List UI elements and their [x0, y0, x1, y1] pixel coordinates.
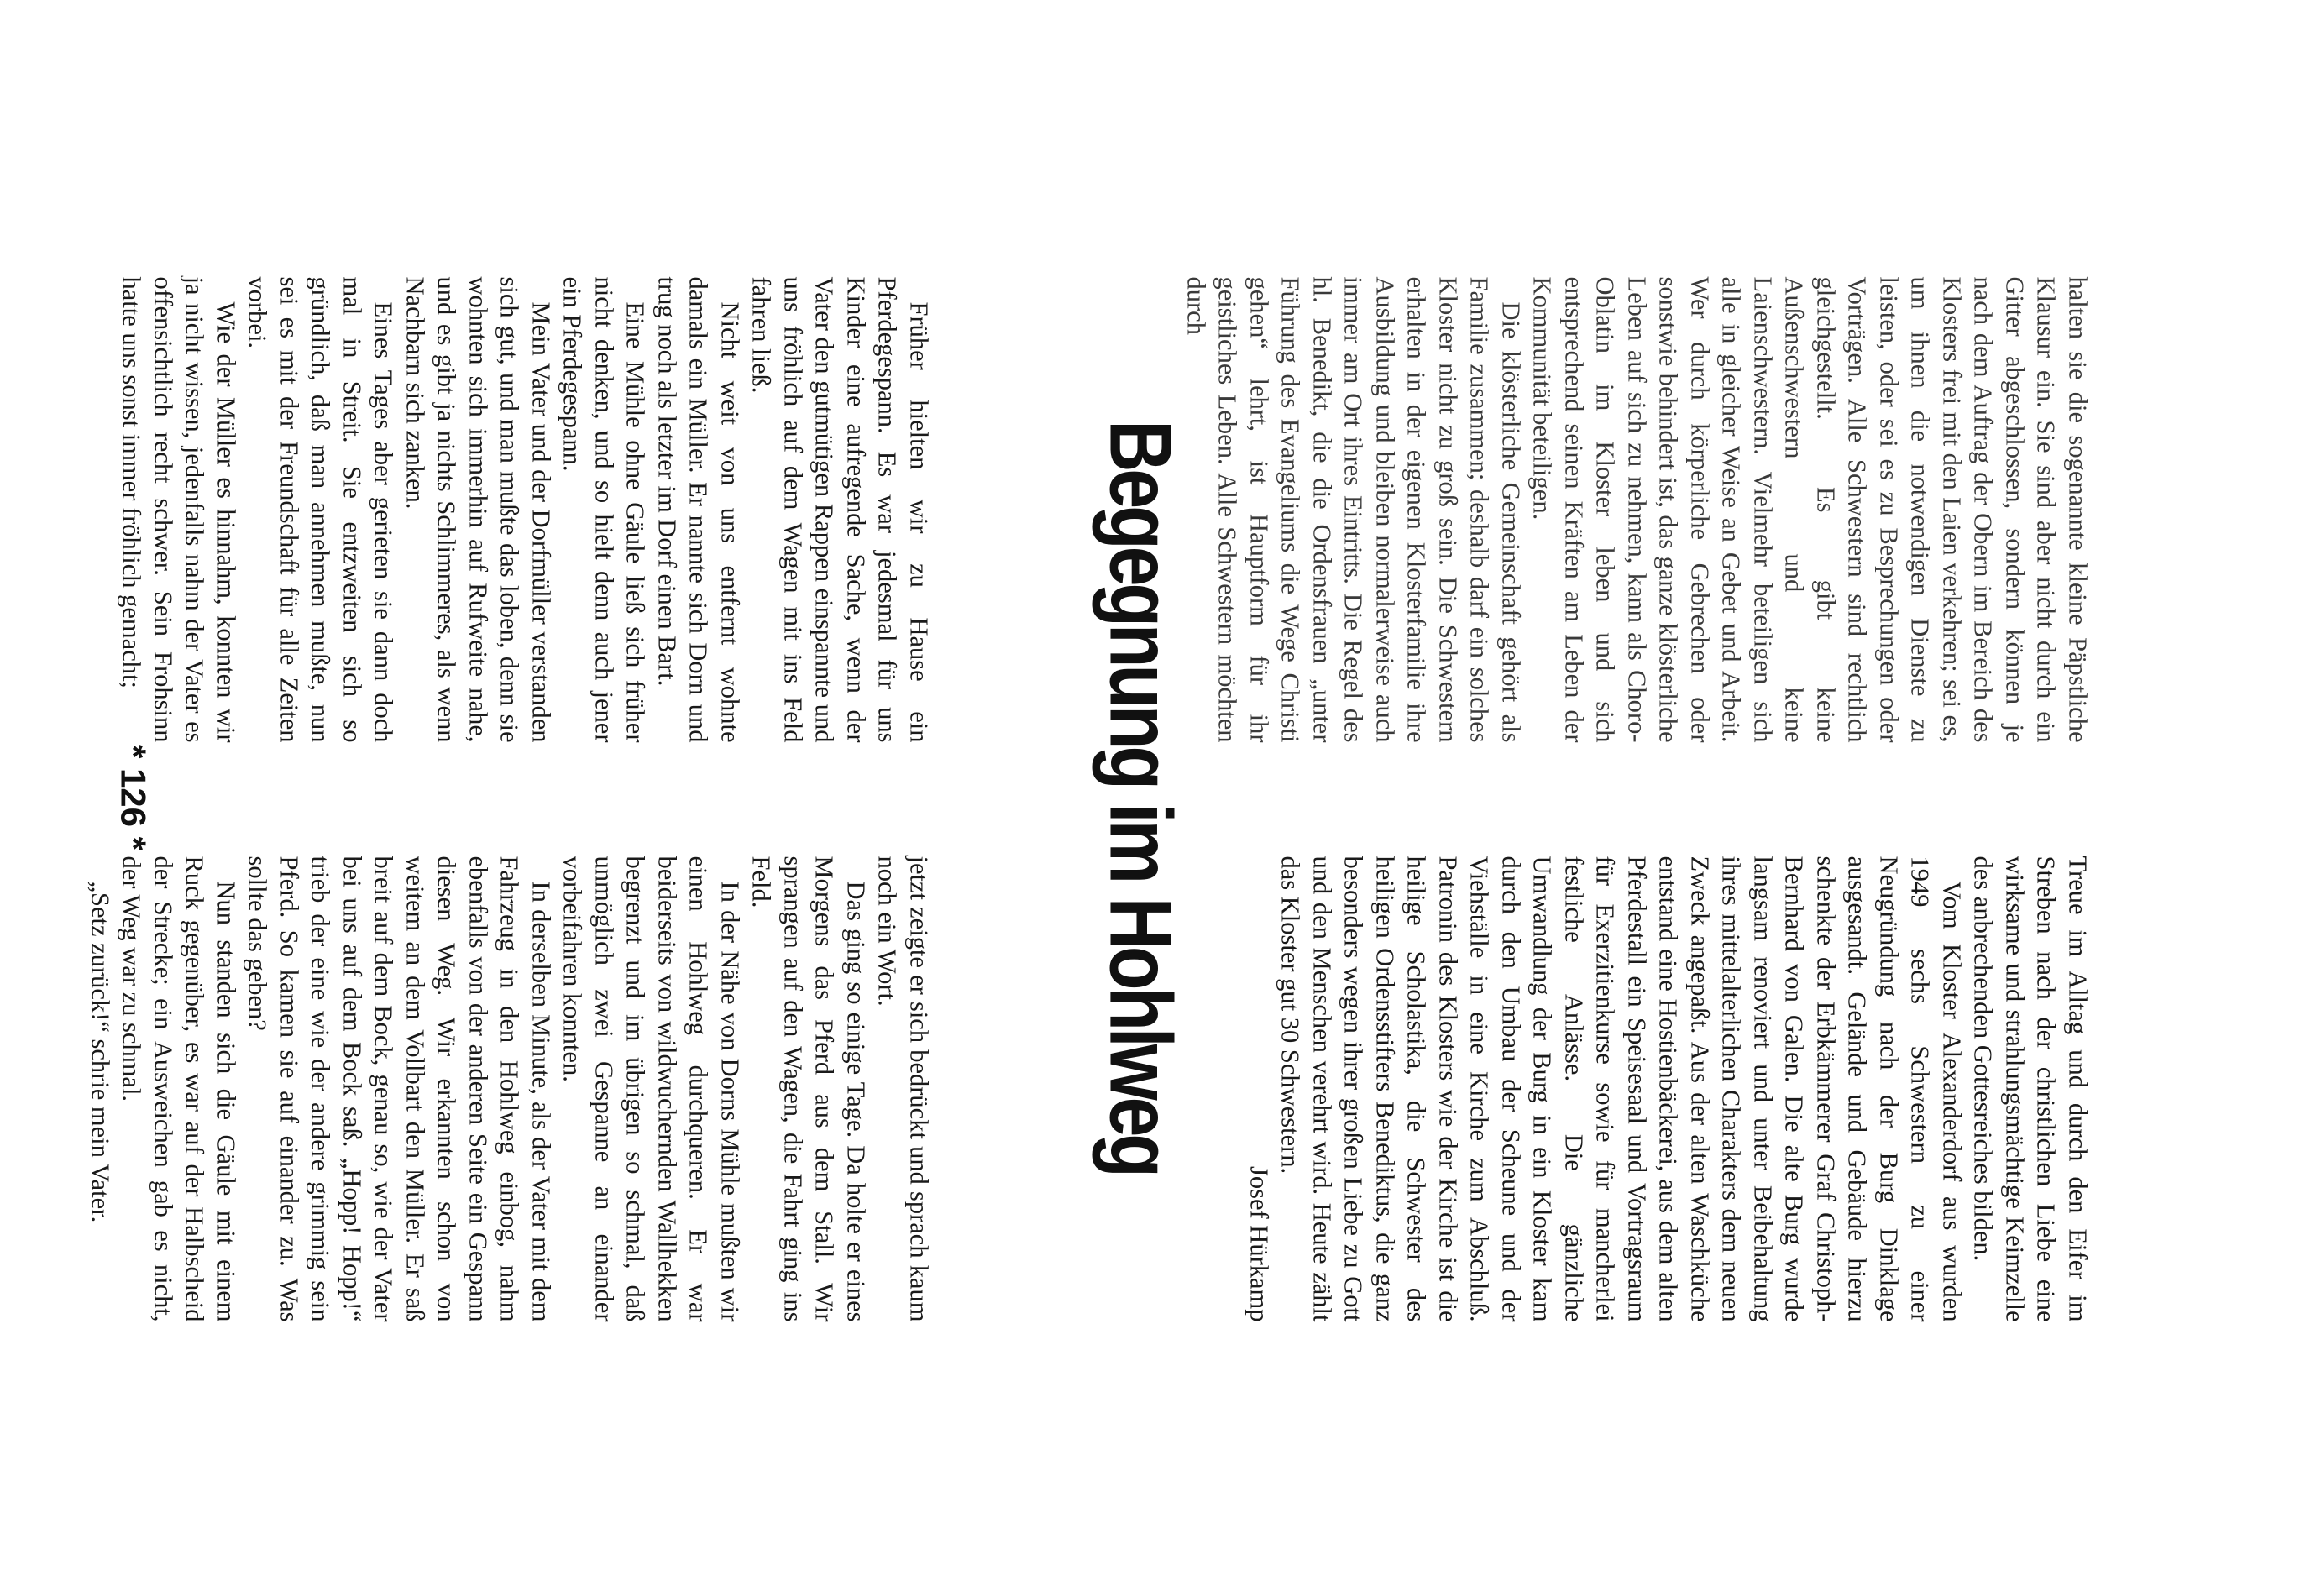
paragraph: Mein Vater und der Dorfmüller verstanden sich gut, und man mußte das loben, denn sie wohnten sich immerhin auf Rufweite nahe, und es gibt ja nichts Schlimmeres, als wenn Nachbarn sich zanken.	[401, 276, 556, 743]
book-page	[1, 0, 2311, 1596]
paragraph: Wie der Müller es hinnahm, konnten wir ja nicht wissen, jedenfalls nahm der Vater es offensichtlich recht schwer. Sein Frohsinn hatte uns sonst immer fröhlich gemacht;	[118, 276, 241, 743]
paragraph: „Setz zurück!“ schrie mein Vater.	[86, 881, 115, 1223]
bottom-right-column	[84, 856, 935, 1322]
paragraph: Nicht weit von uns entfernt wohnte damals ein Müller. Er nannte sich Dorn und trug noch als letzter im Dorf einen Bart.	[652, 276, 745, 743]
top-left-column	[1180, 277, 2094, 743]
paragraph: In der Nähe von Dorns Mühle mußten wir einen Hohlweg durchqueren. Er war beiderseits von wildwuchernden Wallhekken begrenzt und im übrigen so schmal, daß unmöglich zwei Gespanne an einander vorbeifahren konnten.	[558, 856, 745, 1322]
paragraph: Eines Tages aber gerieten sie dann doch mal in Streit. Sie entzweiten sich so gründlich, daß man annehmen mußte, nun sei es mit der Freundschaft für alle Zeiten vorbei.	[244, 276, 398, 743]
page-number: * 126 *	[113, 744, 154, 851]
paragraph: Treue im Alltag und durch den Eifer im Streben nach der christlichen Liebe eine wirksame und strahlungsmächtige Keimzelle des anbrechenden Gottesreiches bilden.	[1969, 856, 2093, 1322]
paragraph: Früher hielten wir zu Hause ein Pferdegespann. Es war jedesmal für uns Kinder eine aufregende Sache, wenn der Vater den gutmütigen Rappen einspannte und uns fröhlich auf dem Wagen mit ins Feld fahren ließ.	[747, 276, 934, 743]
paragraph: Eine Mühle ohne Gäule ließ sich früher nicht denken, und so hielt denn auch jener ein Pferdegespann.	[558, 276, 650, 743]
top-right-column	[1243, 856, 2094, 1322]
author-signature: Josef Hürkamp	[1245, 1165, 1274, 1322]
paragraph: In derselben Minute, als der Vater mit dem Fahrzeug in den Hohlweg einbog, nahm ebenfalls von der anderen Seite ein Gespann diesen Weg. Wir erkannten schon von weitem an dem Vollbart den Müller. Er saß breit auf dem Bock, genau so, wie der Vater bei uns auf dem Bock saß. „Hopp! Hopp!“ trieb der eine wie der andere grimmig sein Pferd. So kamen sie auf einander zu. Was sollte das geben?	[244, 856, 556, 1322]
paragraph: Nun standen sich die Gäule mit einem Ruck gegenüber, es war auf der Halbscheid der Strecke; ein Ausweichen gab es nicht, der Weg war zu schmal.	[118, 856, 241, 1322]
bottom-left-column	[116, 277, 935, 743]
article-title: Begegnung im Hohlweg	[1091, 420, 1190, 1175]
paragraph: Die klösterliche Gemeinschaft gehört als Familie zusammen; deshalb darf ein solches Kloster nicht zu groß sein. Die Schwestern erhalten in der eigenen Klosterfamilie ihre Ausbildung und bleiben normalerweise auch immer am Ort ihres Eintritts. Die Regel des hl. Benedikt, die die Ordensfrauen „unter Führung des Evangeliums die Wege Christi gehen“ lehrt, ist Hauptform für ihr geistliches Leben. Alle Schwestern möchten durch	[1182, 276, 1526, 743]
paragraph: Vom Kloster Alexanderdorf aus wurden 1949 sechs Schwestern zu einer Neugründung nach der Burg Dinklage ausgesandt. Gelände und Gebäude hierzu schenkte der Erbkämmerer Graf Christoph-Bernhard von Galen. Die alte Burg wurde langsam renoviert und unter Beibehaltung ihres mittelalterlichen Charakters dem neuen Zweck angepaßt. Aus der alten Waschküche entstand eine Hostienbäckerei, aus dem alten Pferdestall ein Speisesaal und Vortragsraum für Exerzitienkurse sowie für mancherlei festliche Anlässe. Die gänzliche Umwandlung der Burg in ein Kloster kam durch den Umbau der Scheune und der Viehställe in eine Kirche zum Abschluß. Patronin des Klosters wie der Kirche ist die heilige Scholastika, die Schwester des heiligen Ordensstifters Benediktus, die ganz besonders wegen ihrer großen Liebe zu Gott und den Menschen verehrt wird. Heute zählt das Kloster gut 30 Schwestern.	[1276, 856, 1967, 1322]
paragraph: jetzt zeigte er sich bedrückt und sprach kaum noch ein Wort.	[873, 856, 934, 1322]
paragraph: halten sie die sogenannte kleine Päpstliche Klausur ein. Sie sind aber nicht durch ein Gitter abgeschlossen, sondern können je nach dem Auftrag der Obern im Bereich des Klosters frei mit den Laien verkehren; sei es, um ihnen die notwendigen Dienste zu leisten, oder sei es zu Besprechungen oder Vorträgen. Alle Schwestern sind rechtlich gleichgestellt. Es gibt keine Außenschwestern und keine Laienschwestern. Vielmehr beteiligen sich alle in gleicher Weise an Gebet und Arbeit. Wer durch körperliche Gebrechen oder sonstwie behindert ist, das ganze klösterliche Leben auf sich zu nehmen, kann als Choro-Oblatin im Kloster leben und sich entsprechend seinen Kräften am Leben der Kommunität beteiligen.	[1528, 276, 2093, 743]
paragraph: Das ging so einige Tage. Da holte er eines Morgens das Pferd aus dem Stall. Wir sprangen auf den Wagen, die Fahrt ging ins Feld.	[747, 856, 871, 1322]
